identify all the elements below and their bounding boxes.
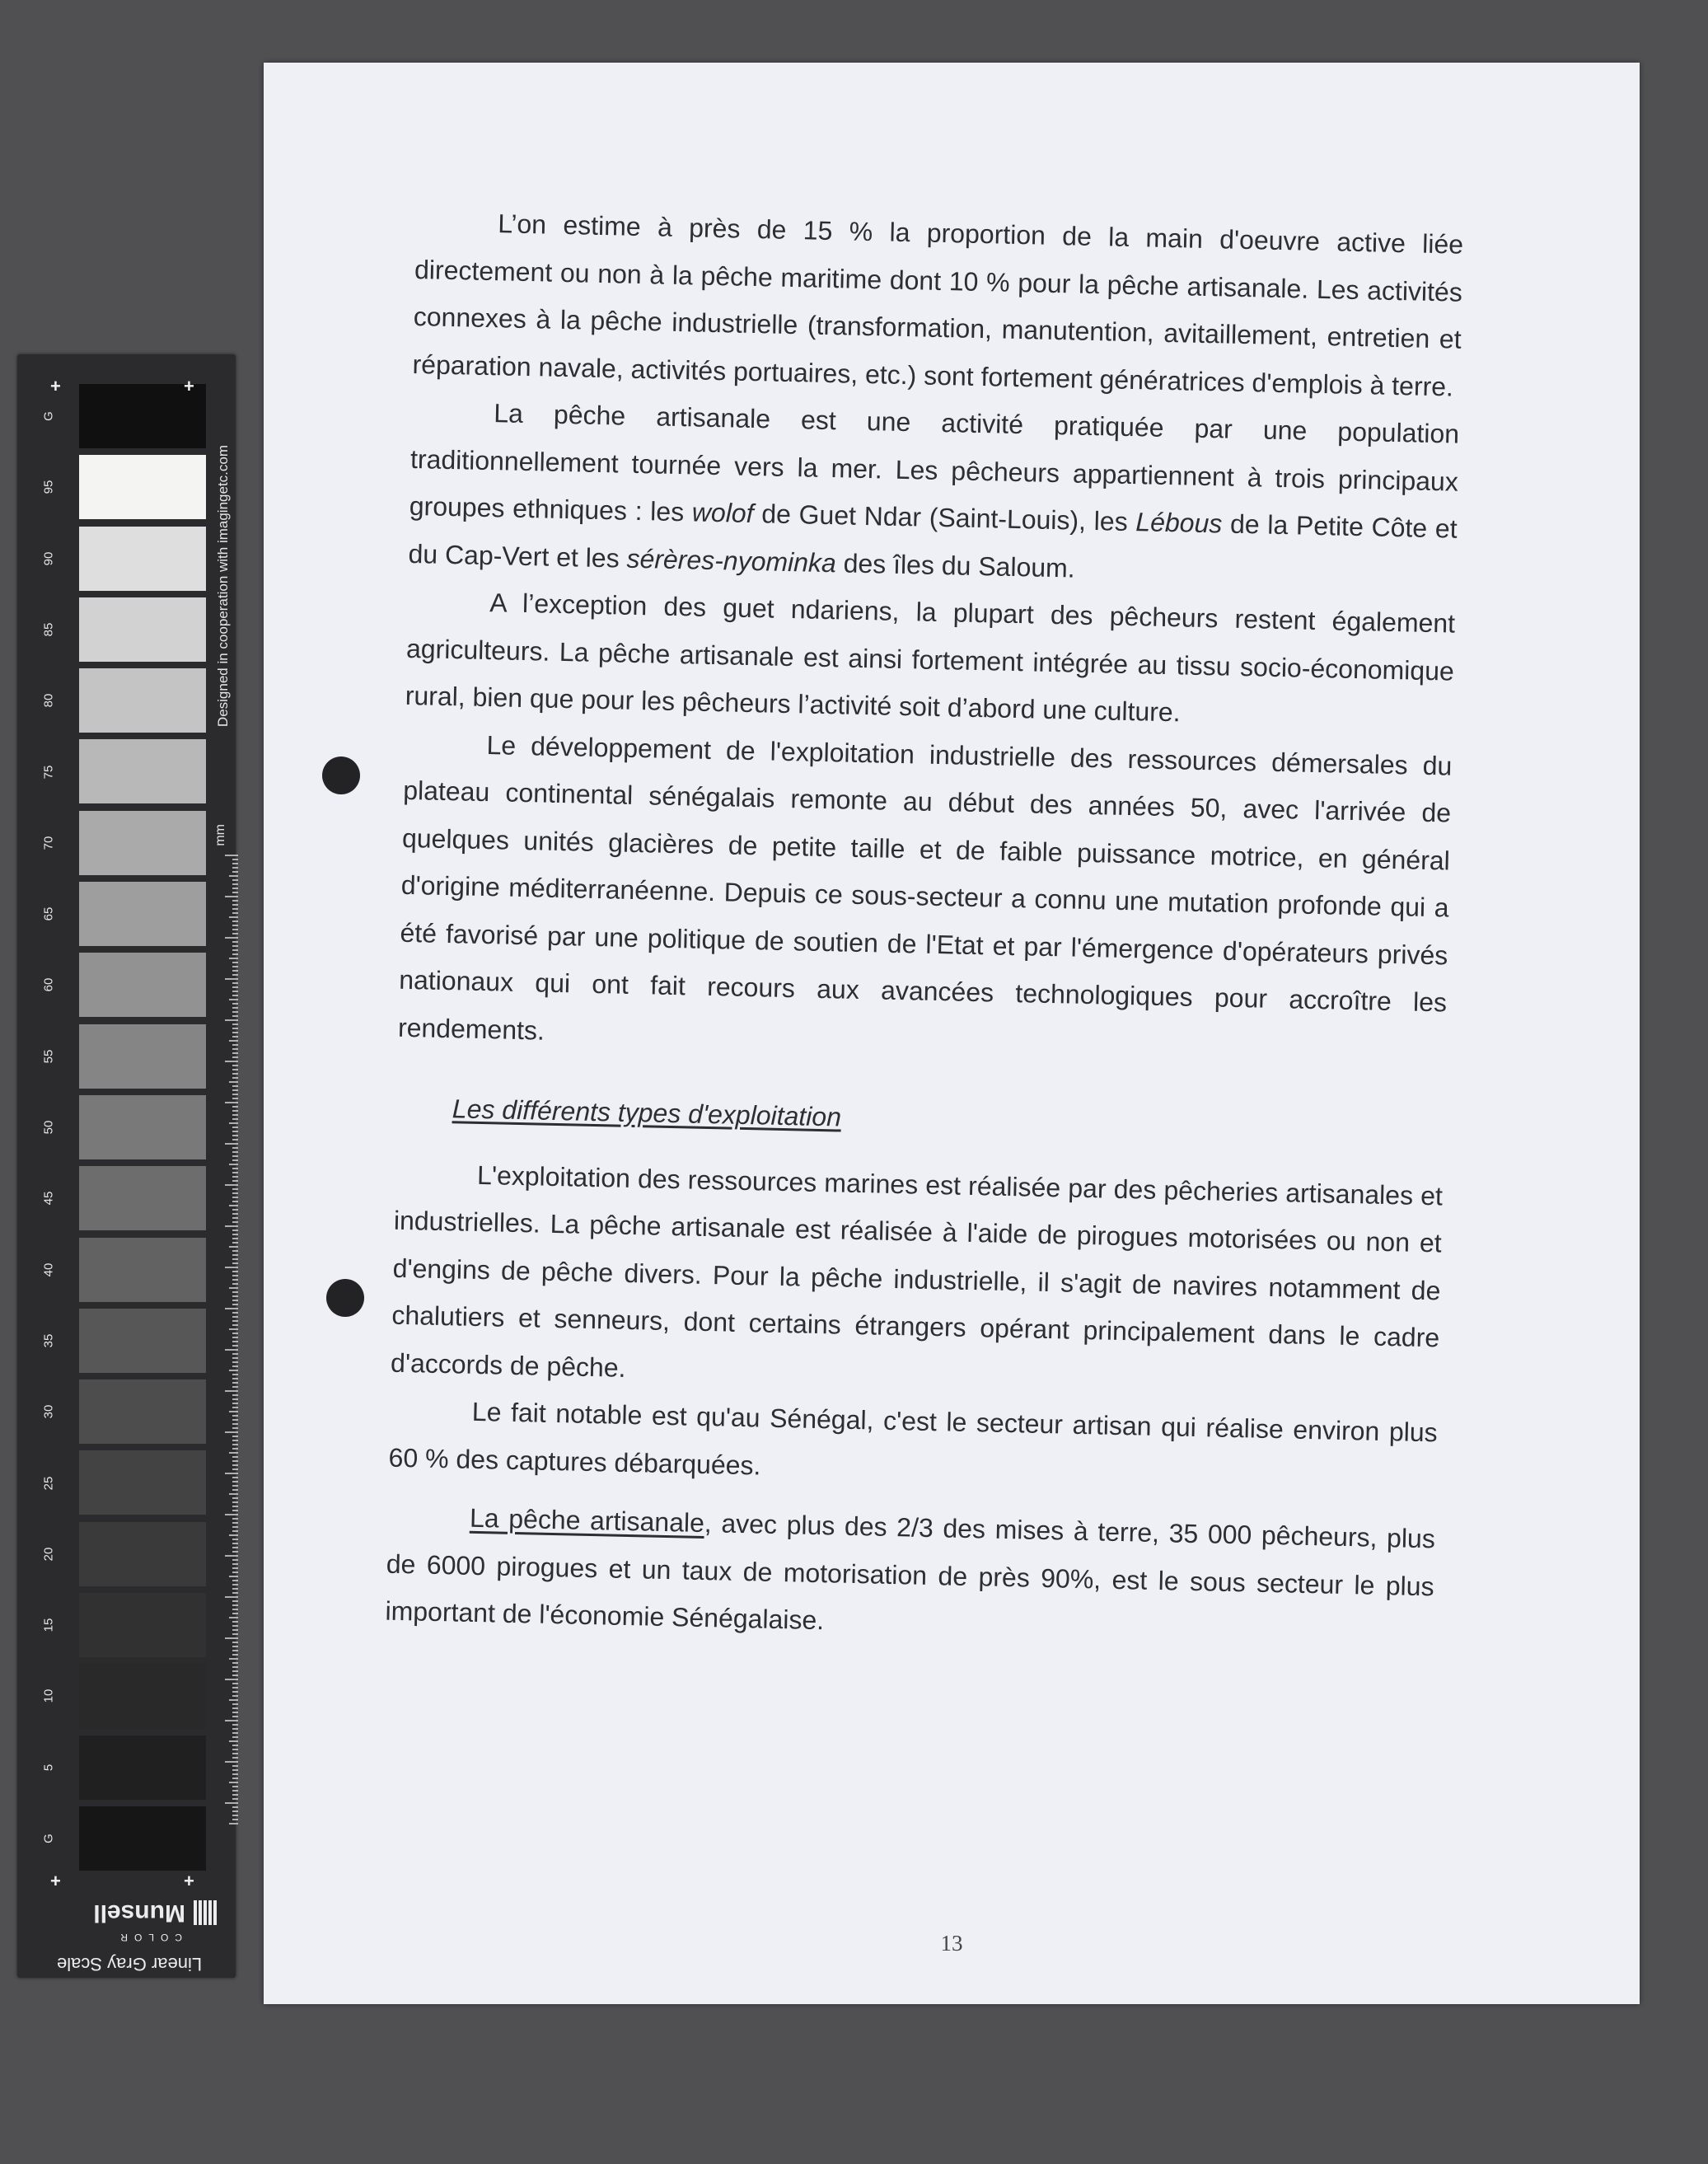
- paragraph-exploitation-types: L'exploitation des ressources marines est réalisée par des pêcheries artisanales et industrielles. La pêche artisanale est réalisée à l'aide de pirogues motorisées ou non et d'engins de pêche divers. Pour la pêche industrielle, il s'agit de navires notamment de chalutiers et senneurs, dont certains étrangers opérant principalement dans le cadre d'accords de pêche.: [390, 1159, 1444, 1383]
- artisanal-lead: La pêche artisanale: [469, 1502, 705, 1539]
- gray-scale-label: 95: [41, 480, 56, 494]
- gray-scale-label: 40: [41, 1262, 56, 1276]
- section-heading: Les différents types d'exploitation: [452, 1094, 842, 1132]
- paragraph-notable-fact: Le fait notable est qu'au Sénégal, c'est le secteur artisan qui réalise environ plus 60 % des captures débarquées.: [388, 1396, 1439, 1480]
- ethnic-text-3: de la Petite Côte et du Cap-Vert et les: [408, 508, 1458, 574]
- gray-scale-label: 15: [41, 1618, 56, 1632]
- brand-name: Munsell: [93, 1899, 185, 1927]
- gray-scale-card: [17, 354, 236, 1978]
- page-number: 13: [940, 1931, 963, 1956]
- gray-swatch: [79, 739, 206, 803]
- paragraph-agriculture: A l’exception des guet ndariens, la plupart des pêcheurs restent également agriculteurs. La pêche artisanale est ainsi fortement intégrée au tissu socio-économique rural, bien que pour les pêcheurs l’activité soit d’abord une culture.: [405, 588, 1456, 728]
- gray-swatch: [79, 1593, 206, 1657]
- gray-scale-label: 90: [41, 551, 56, 565]
- gray-swatch: [79, 1664, 206, 1728]
- registration-plus: +: [184, 1871, 194, 1891]
- ethnic-wolof: wolof: [691, 497, 754, 529]
- paragraph-ethnic-groups: [408, 388, 1460, 601]
- gray-scale-label: G: [41, 411, 56, 421]
- gray-swatch: [79, 455, 206, 519]
- paragraph-artisanal-summary: [385, 1493, 1435, 1658]
- gray-swatch: [79, 882, 206, 946]
- gray-scale-label: 20: [41, 1547, 56, 1562]
- gray-swatch: [79, 527, 206, 591]
- gray-scale-label: 30: [41, 1404, 56, 1419]
- designed-in-cooperation-text: Designed in cooperation with imagingetc.com: [215, 445, 231, 728]
- gray-swatch: [79, 1522, 206, 1586]
- gray-swatch: [79, 1309, 206, 1373]
- gray-swatch: [79, 1450, 206, 1515]
- gray-swatch: [79, 811, 206, 875]
- gray-scale-label: 50: [41, 1120, 56, 1135]
- ethnic-lebous: Lébous: [1135, 507, 1223, 539]
- gray-swatch: [79, 1735, 206, 1800]
- gray-scale-label: G: [41, 1834, 56, 1843]
- gray-scale-label: 60: [41, 978, 56, 992]
- ethnic-text-2: de Guet Ndar (Saint-Louis), les: [753, 499, 1136, 537]
- gray-swatch: [79, 953, 206, 1017]
- registration-plus: +: [184, 376, 194, 396]
- brand-sub: COLOR: [114, 1932, 182, 1943]
- gray-scale-label: 70: [41, 836, 56, 850]
- paragraph-industrial-history: Le développement de l'exploitation industrielle des ressources démersales du plateau continental sénégalais remonte au début des années 50, avec l'arrivée de quelques unités glacières de petite taille et de faible puissance motrice, en général d'origine méditerranéenne. Depuis ce sous-secteur a connu une mutation profonde qui a été favorisé par une politique de soutien de l'Etat et par l'émergence d'opérateurs privés nationaux qui ont fait recours aux avancées technologiques pour accroître les rendements.: [397, 729, 1453, 1046]
- punch-hole: [326, 1279, 364, 1317]
- gray-swatch: [79, 668, 206, 733]
- gray-swatch: [79, 1238, 206, 1302]
- ethnic-text-1: La pêche artisanale est une activité pratiquée par une population traditionnellement tournée vers la mer. Les pêcheurs appartiennent à trois principaux groupes ethniques : les: [409, 398, 1460, 527]
- gray-scale-label: 10: [41, 1689, 56, 1703]
- gray-scale-label: 85: [41, 622, 56, 637]
- ruler-unit-label: mm: [213, 824, 227, 846]
- munsell-logo-icon: [192, 1900, 217, 1925]
- gray-scale-label: 75: [41, 765, 56, 779]
- gray-scale-label: 25: [41, 1476, 56, 1490]
- gray-scale-label: 5: [41, 1764, 56, 1771]
- gray-swatch: [79, 1024, 206, 1089]
- gray-scale-label: 55: [41, 1049, 56, 1064]
- registration-plus: +: [50, 376, 61, 396]
- gray-scale-label: 45: [41, 1191, 56, 1206]
- document-page: [264, 63, 1640, 2004]
- gray-swatches: [62, 384, 202, 1872]
- gray-swatch: [79, 1166, 206, 1230]
- millimeter-ruler: [220, 854, 238, 2164]
- paragraph-employment: L’on estime à près de 15 % la proportion de la main d'oeuvre active liée directement ou non à la pêche maritime dont 10 % pour la pêche artisanale. Les activités connexes à la pêche industrielle (transformation, manutention, avitaillement, entretien et réparation navale, activités portuaires, etc.) sont fortement génératrices d'emplois à terre.: [412, 208, 1464, 402]
- munsell-brand: [57, 1895, 222, 1974]
- gray-scale-label: 65: [41, 906, 56, 921]
- punch-hole: [322, 756, 360, 794]
- gray-swatch: [79, 1095, 206, 1159]
- ethnic-text-4: des îles du Saloum.: [835, 547, 1076, 583]
- gray-swatch: [79, 1806, 206, 1871]
- ethnic-nyominka: sérères-nyominka: [626, 543, 837, 578]
- gray-swatch: [79, 1379, 206, 1444]
- scale-title: Linear Gray Scale: [57, 1954, 203, 1974]
- ruler-ticks: [220, 854, 238, 1826]
- gray-scale-label: 80: [41, 693, 56, 708]
- artisanal-rest: , avec plus des 2/3 des mises à terre, 35 000 pêcheurs, plus de 6000 pirogues et un taux de motorisation de près 90%, est le sous secteur le plus important de l'économie Sénégalaise.: [385, 1508, 1436, 1636]
- gray-scale-label: 35: [41, 1333, 56, 1348]
- registration-plus: +: [50, 1871, 61, 1891]
- gray-swatch: [79, 597, 206, 662]
- document-body: [385, 199, 1464, 1658]
